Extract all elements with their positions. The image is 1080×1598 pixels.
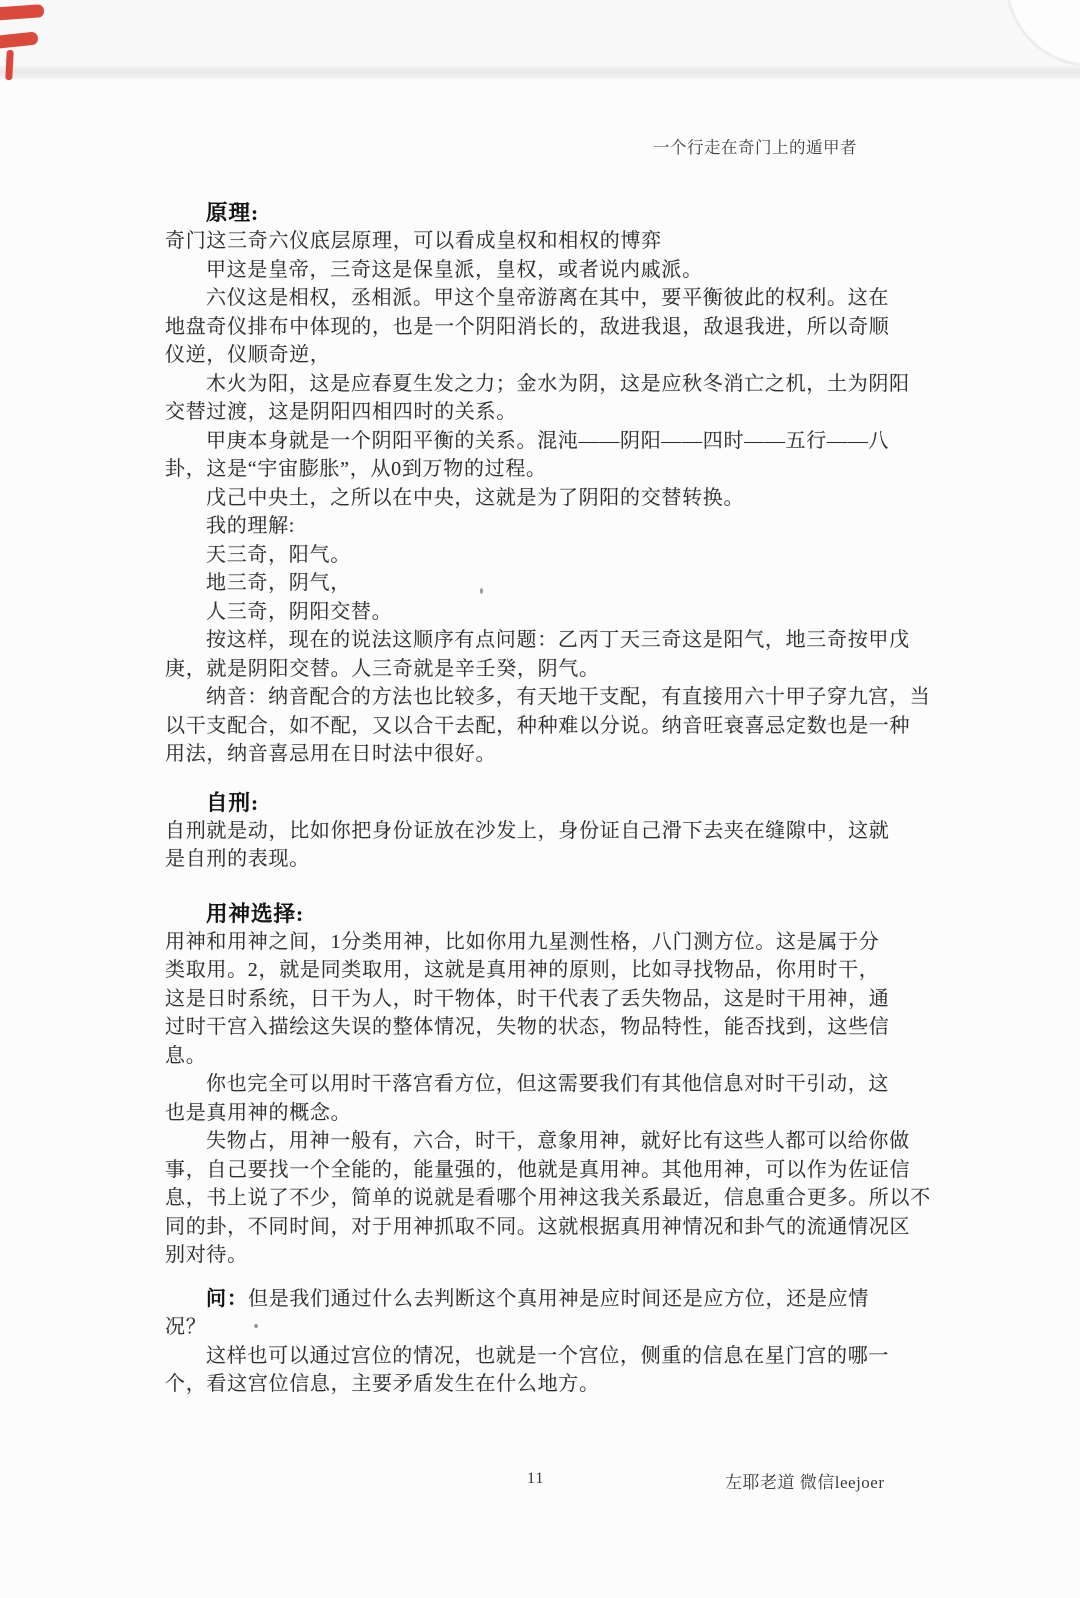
- text-line: 类取用。2，就是同类取用，这就是真用神的原则，比如寻找物品，你用时干，: [165, 959, 880, 981]
- text-line: 纳音：纳音配合的方法也比较多，有天地干支配，有直接用六十甲子穿九宫，当: [206, 686, 931, 708]
- text-line: 以干支配合，如不配，又以合干去配，种种难以分说。纳音旺衰喜忌定数也是一种: [165, 714, 911, 737]
- text-line: 也是真用神的概念。: [165, 1101, 352, 1124]
- inline-question-heading: 问：: [206, 1287, 248, 1310]
- section-zixing: [165, 789, 909, 874]
- text-line: 是自刑的表现。: [165, 848, 310, 870]
- text-line: 况？: [165, 1316, 207, 1338]
- text-line: 用神和用神之间，1分类用神，比如你用九星测性格，八门测方位。这是属于分: [165, 930, 880, 953]
- page-edge-shadow-band: [0, 66, 1080, 79]
- text-line: 别对待。: [165, 1244, 248, 1266]
- section-heading: 自刑:: [206, 790, 260, 815]
- text-line: 同的卦，不同时间，对于用神抓取不同。这就根据真用神情况和卦气的流通情况区: [165, 1215, 911, 1238]
- section-yongshen: [165, 900, 931, 1270]
- content-column: [165, 199, 931, 1399]
- text-line: 卦，这是“宇宙膨胀”，从0到万物的过程。: [165, 458, 547, 480]
- text-line: 甲庚本身就是一个阴阳平衡的关系。混沌——阴阳——四时——五行——八: [206, 429, 890, 452]
- text-line: 你也完全可以用时干落宫看方位，但这需要我们有其他信息对时干引动，这: [206, 1073, 890, 1095]
- running-header-title: 一个行走在奇门上的遁甲者: [653, 138, 857, 157]
- text-line: 庚，就是阴阳交替。人三奇就是辛壬癸，阴气。: [165, 657, 600, 680]
- text-line: 人三奇，阴阳交替。: [206, 600, 393, 623]
- text-line: 仪逆，仪顺奇逆，: [165, 344, 331, 366]
- text-line: 这是日时系统，日干为人，时干物体，时干代表了丢失物品，这是时干用神，通: [165, 987, 890, 1010]
- text-line: 地盘奇仪排布中体现的，也是一个阴阳消长的，敌进我退，敌退我进，所以奇顺: [165, 315, 890, 338]
- section-heading: 用神选择:: [206, 901, 305, 926]
- text-line: 息，书上说了不少，简单的说就是看哪个用神这我关系最近，信息重合更多。所以不: [165, 1187, 931, 1209]
- text-line: 息。: [165, 1044, 207, 1067]
- text-line: 交替过渡，这是阴阳四相四时的关系。: [165, 401, 517, 423]
- text-line: 甲这是皇帝，三奇这是保皇派，皇权，或者说内戚派。: [206, 258, 703, 281]
- text-line: 用法，纳音喜忌用在日时法中很好。: [165, 743, 497, 765]
- text-line: 过时干宫入描绘这失误的整体情况，失物的状态，物品特性，能否找到，这些信: [165, 1016, 890, 1038]
- text-line: 木火为阳，这是应春夏生发之力；金水为阴，这是应秋冬消亡之机，土为阴阳: [206, 372, 910, 395]
- text-line: 戊己中央土，之所以在中央，这就是为了阴阳的交替转换。: [206, 486, 745, 509]
- section-wen: [165, 1285, 909, 1399]
- footer-credit: 左耶老道 微信leejoer: [725, 1473, 885, 1492]
- scan-speck: [480, 588, 483, 594]
- text-line: 我的理解:: [206, 515, 296, 537]
- text-line: 失物占，用神一般有，六合，时干，意象用神，就好比有这些人都可以给你做: [206, 1130, 910, 1152]
- reader-top-strip: [0, 0, 1080, 66]
- text-line-body: 但是我们通过什么去判断这个真用神是应时间还是应方位，还是应情: [248, 1287, 869, 1310]
- text-line: 奇门这三奇六仪底层原理，可以看成皇权和相权的博弈: [165, 230, 662, 252]
- text-line: [165, 1285, 909, 1314]
- text-line: 这样也可以通过宫位的情况，也就是一个宫位，侧重的信息在星门宫的哪一: [206, 1344, 890, 1367]
- text-line: 自刑就是动，比如你把身份证放在沙发上，身份证自己滑下去夹在缝隙中，这就: [165, 819, 890, 842]
- text-line: 按这样，现在的说法这顺序有点问题：乙丙丁天三奇这是阳气，地三奇按甲戊: [206, 629, 910, 651]
- section-heading: 原理:: [206, 201, 260, 225]
- text-line: 地三奇，阴气，: [206, 572, 351, 594]
- scan-speck: [254, 1324, 258, 1328]
- text-line: 个，看这宫位信息，主要矛盾发生在什么地方。: [165, 1373, 600, 1395]
- text-line: 天三奇，阳气。: [206, 543, 351, 566]
- text-line: 事，自己要找一个全能的，能量强的，他就是真用神。其他用神，可以作为佐证信: [165, 1158, 911, 1181]
- section-yuanli: [165, 199, 931, 769]
- page-number: 11: [527, 1470, 545, 1487]
- text-line: 六仪这是相权，丞相派。甲这个皇帝游离在其中，要平衡彼此的权利。这在: [206, 287, 890, 309]
